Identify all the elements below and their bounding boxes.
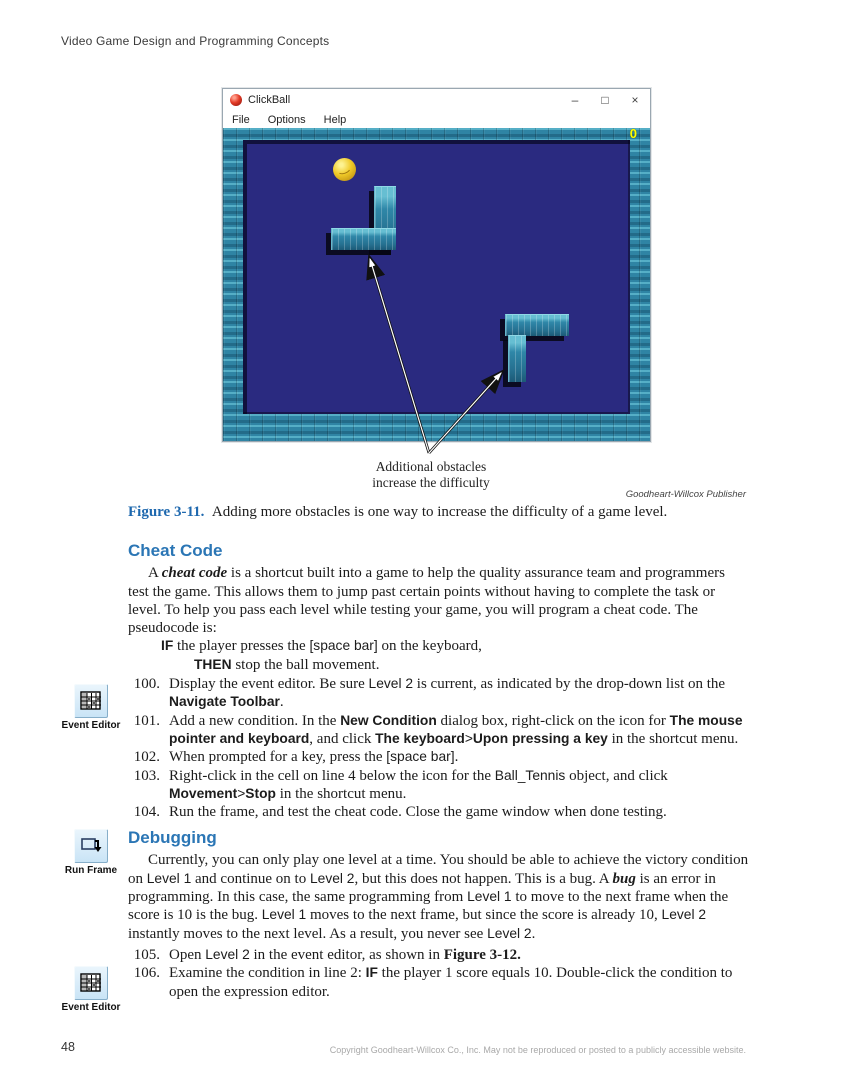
obstacle-2-vertical: [508, 335, 526, 382]
menu-options[interactable]: Options: [267, 113, 306, 126]
step-105: [128, 946, 749, 964]
window-titlebar: [223, 89, 650, 111]
maximize-button[interactable]: □: [601, 93, 609, 107]
clickball-window: [222, 88, 651, 442]
step-text: Display the event editor. Be sure Level 2 is current, as indicated by the drop-down list on the Navigate Toolbar.: [169, 676, 726, 711]
step-104: [128, 803, 749, 821]
tool-label: Run Frame: [64, 865, 118, 876]
step-106: [128, 964, 749, 1001]
step-number: 104.: [133, 804, 160, 821]
obstacle-1-horizontal: [331, 228, 396, 250]
figure-caption: Figure 3-11. Adding more obstacles is one way to increase the difficulty of a game level.: [128, 504, 668, 520]
event-editor-grid-icon: [80, 973, 102, 993]
step-number: 102.: [133, 749, 160, 766]
page-number: 48: [61, 1040, 75, 1054]
margin-tool-run-frame: [57, 829, 125, 876]
tennis-ball[interactable]: [333, 158, 356, 181]
numbered-steps: [128, 675, 749, 821]
menu-bar: [223, 111, 650, 128]
step-number: 103.: [133, 767, 160, 784]
menu-help[interactable]: Help: [323, 113, 347, 126]
event-editor-grid-icon: [80, 691, 102, 711]
cheat-code-paragraph: A cheat code is a shortcut built into a game to help the quality assurance team and programmers test the game. This allows them to jump past certain points without having to complete the task or level. To help you pass each level while testing your game, you will program a cheat code. The pseudocode is:: [128, 565, 725, 637]
step-number: 101.: [133, 712, 160, 729]
debugging-paragraph: Currently, you can only play one level at a time. You should be able to achieve the victory condition on Level 1 and continue on to Level 2, but this does not happen. This is a bug. A bug is an error in programming. In this case, the same programming from Level 1 to move to the next frame when the score is 10 is the bug. Level 1 moves to the next frame, but since the score is already 10, Level 2 instantly moves to the next level. As a result, you never see Level 2.: [128, 852, 749, 942]
window-title: ClickBall: [248, 94, 291, 106]
minimize-button[interactable]: –: [571, 93, 579, 107]
playfield: [243, 140, 630, 414]
pseudocode-if-line: IF the player presses the [space bar] on the keyboard,: [161, 638, 482, 655]
tool-label: Event Editor: [61, 720, 121, 731]
figure-annotation: [310, 459, 552, 490]
section-heading-debugging: Debugging: [128, 828, 217, 848]
step-text: When prompted for a key, press the [space bar].: [169, 749, 459, 766]
step-number: 105.: [133, 946, 160, 963]
window-controls: [560, 89, 650, 111]
step-100: [128, 675, 749, 712]
step-102: [128, 748, 749, 766]
game-area: [223, 128, 650, 441]
step-103: [128, 767, 749, 804]
clickball-app-icon: [230, 94, 242, 106]
copyright-notice: Copyright Goodheart-Willcox Co., Inc. May not be reproduced or posted to a publicly accessible website.: [329, 1045, 746, 1055]
close-button[interactable]: ×: [631, 93, 639, 107]
margin-tool-event-editor-1: [57, 684, 125, 731]
tool-label: Event Editor: [61, 1002, 121, 1013]
step-text: Open Level 2 in the event editor, as shown in Figure 3-12.: [169, 946, 521, 963]
figure-annotation-line2: increase the difficulty: [372, 474, 490, 490]
figure-annotation-line1: Additional obstacles: [375, 459, 487, 474]
step-text: Add a new condition. In the New Condition dialog box, right-click on the icon for The mouse pointer and keyboard, and click The keyboard>Upon pressing a key in the shortcut menu.: [169, 712, 743, 747]
margin-tool-event-editor-2: [57, 966, 125, 1013]
event-editor-button: [74, 966, 108, 1000]
step-text: Examine the condition in line 2: IF the player 1 score equals 10. Double-click the condition to open the expression editor.: [169, 965, 733, 1000]
run-frame-icon: [80, 836, 102, 856]
text-column: [128, 503, 749, 1001]
menu-file[interactable]: File: [232, 113, 250, 126]
score-counter: 0: [629, 128, 637, 141]
obstacle-2-horizontal: [505, 314, 569, 336]
step-101: [128, 712, 749, 749]
step-text: Run the frame, and test the cheat code. Close the game window when done testing.: [169, 804, 667, 821]
pseudocode-then-line: THEN stop the ball movement.: [194, 656, 380, 673]
figure-attribution: Goodheart-Willcox Publisher: [625, 489, 746, 500]
numbered-steps-2: [128, 946, 749, 1001]
event-editor-button: [74, 684, 108, 718]
run-frame-button: [74, 829, 108, 863]
step-number: 106.: [133, 965, 160, 982]
section-heading-cheat-code: Cheat Code: [128, 541, 223, 561]
step-number: 100.: [133, 676, 160, 693]
running-head: Video Game Design and Programming Concepts: [61, 34, 330, 48]
step-text: Right-click in the cell on line 4 below the icon for the Ball_Tennis object, and click Movement>Stop in the shortcut menu.: [169, 767, 668, 802]
